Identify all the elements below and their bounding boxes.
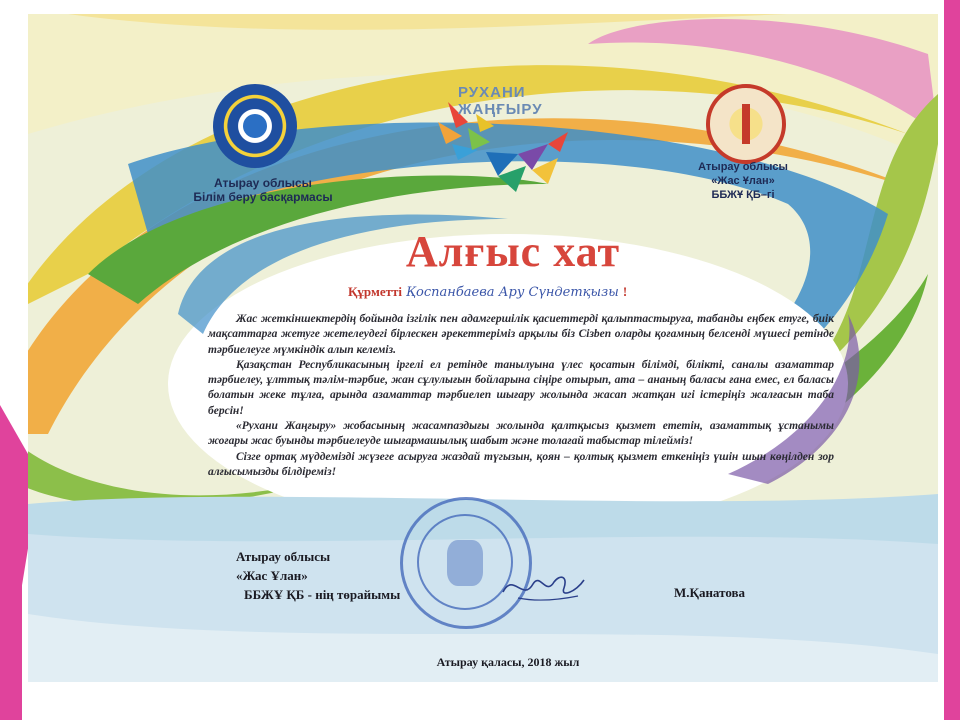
certificate-body <box>208 312 834 480</box>
signatory-block <box>218 547 458 604</box>
signatory-line2: «Жас Ұлан» <box>236 568 308 583</box>
pink-right-bar <box>944 0 960 720</box>
signatory-line1: Атырау облысы <box>236 549 331 564</box>
left-organization <box>178 176 348 204</box>
body-paragraph: Жас жеткіншектердің бойында ізгілік пен адамгершілік қасиеттерді қалыптастыруға, табанды еңбек етуге, биік мақсаттарға жетуге жетелеудегі бірлескен әрекеттеріміз арқылы біз Сізben оларды қоғамның белсенді мүшесі ретінде тәрбиелеуге мүмкіндік алып келеміз. <box>208 313 834 356</box>
right-org-line1: Атырау облысы <box>698 161 788 173</box>
signature-icon <box>498 562 588 612</box>
recipient-name: Қоспанбаева Ару Сүндетқызы <box>405 285 619 300</box>
center-line2: ЖАҢҒЫРУ <box>458 101 543 118</box>
center-line1: РУХАНИ <box>458 84 526 101</box>
body-paragraph: Сізге ортақ мүддемізді жүзеге асыруға жаздай түгызын, қоян – қолтық қызмет еткеніңіз үшін шын көңілден зор алғысымызды білдіреміз! <box>208 450 834 478</box>
left-org-line1: Атырау облысы <box>214 176 312 190</box>
left-org-line2: Білім беру басқармасы <box>193 190 333 204</box>
pink-edge-decoration <box>0 475 22 720</box>
certificate-title: Алғыс хат <box>405 227 621 276</box>
right-org-line3: ББЖҰ ҚБ–гі <box>711 189 775 201</box>
greeting-suffix: ! <box>622 284 628 299</box>
signatory-name: М.Қанатова <box>674 585 746 600</box>
education-department-emblem-icon <box>213 84 297 168</box>
rukhani-zhangyru-title <box>458 84 588 118</box>
signatory-line3: ББЖҰ ҚБ - нің төрайымы <box>244 587 401 602</box>
right-org-line2: «Жас Ұлан» <box>711 175 775 187</box>
body-paragraph: «Рухани Жаңғыру» жобасының жасампаздығы жолында қалтқысыз қызмет ететін, азаматтық ұстанымы жоғары жас буынды тәрбиелеуде шығармашылық шабыт және толағай табыстар тілейміз! <box>208 420 834 448</box>
zhas-ulan-emblem-icon <box>706 84 786 164</box>
greeting-prefix: Құрметті <box>348 284 402 299</box>
right-organization <box>668 160 818 202</box>
greeting-line <box>348 284 708 300</box>
certificate-paper <box>28 14 938 682</box>
place-and-year: Атырау қаласы, 2018 жыл <box>436 655 580 669</box>
body-paragraph: Қазақстан Республикасының іргелі ел ретінде танылуына үлес қосатын білімді, білікті, саналы азаматтар тәрбиелеу, ұлттық тәлім-тәрбие, жан сұлулығын бойларына сіңіре отырып, ата – ананың баласы ғана емес, ел баласы болатын жеке тұлға, арында азаматтар тәрбиелеп шығару жолында жасап жатқан игі істеріңіз жалғасын таба берсін! <box>208 358 834 417</box>
